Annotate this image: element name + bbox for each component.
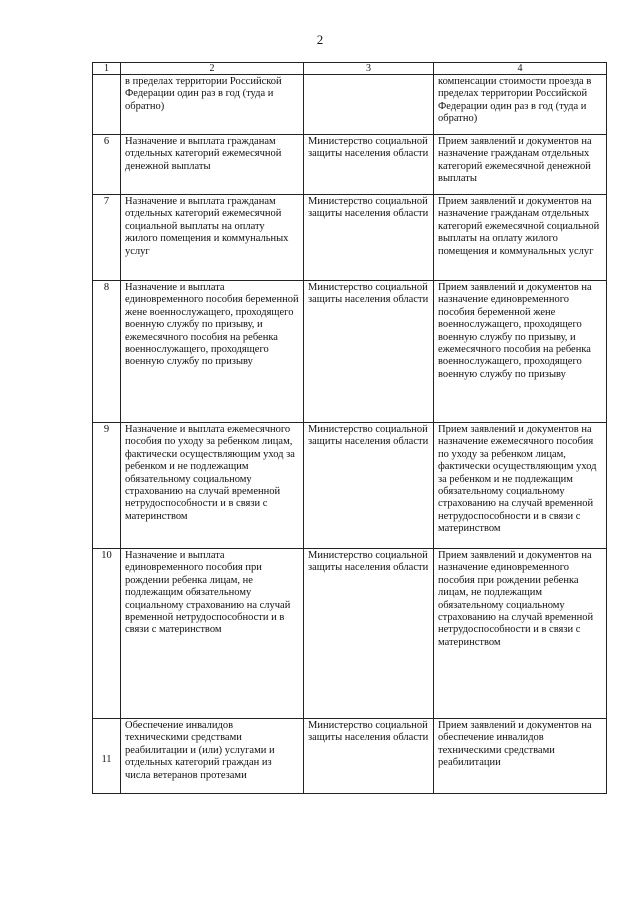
agency-name: Министерство социальной защиты населения области [304,423,434,549]
table-row [93,281,607,423]
header-col-4: 4 [434,63,607,75]
function-text: Прием заявлений и документов на обеспечение инвалидов техническими средствами реабилитации [434,719,607,794]
row-number [93,75,121,135]
table-row [93,719,607,794]
service-name: Назначение и выплата единовременного пособия при рождении ребенка лицам, не подлежащим обязательному социальному страхованию на случай временной нетрудоспособности и в связи с материнством [121,549,304,719]
header-col-3: 3 [304,63,434,75]
table-row [93,549,607,719]
function-text: Прием заявлений и документов на назначение единовременного пособия беременной жене военнослужащего, проходящего военную службу по призыву, и ежемесячного пособия на ребенка военнослужащего, проходящего военную службу по призыву [434,281,607,423]
service-name: в пределах территории Российской Федерации один раз в год (туда и обратно) [121,75,304,135]
service-name: Назначение и выплата гражданам отдельных категорий ежемесячной денежной выплаты [121,135,304,195]
header-col-2: 2 [121,63,304,75]
function-text: Прием заявлений и документов на назначение гражданам отдельных категорий ежемесячной денежной выплаты [434,135,607,195]
service-name: Назначение и выплата ежемесячного пособия по уходу за ребенком лицам, фактически осуществляющим уход за ребенком и не подлежащим обязательному социальному страхованию на случай временной нетрудоспособности и в связи с материнством [121,423,304,549]
agency-name: Министерство социальной защиты населения области [304,549,434,719]
agency-name: Министерство социальной защиты населения области [304,719,434,794]
table-row [93,423,607,549]
function-text: Прием заявлений и документов на назначение единовременного пособия при рождении ребенка лицам, не подлежащим обязательному социальному страхованию на случай временной нетрудоспособности и в связи с материнством [434,549,607,719]
row-number: 9 [93,423,121,549]
service-name: Назначение и выплата гражданам отдельных категорий ежемесячной социальной выплаты на оплату жилого помещения и коммунальных услуг [121,195,304,281]
row-number: 8 [93,281,121,423]
row-number: 11 [93,719,121,794]
header-col-1: 1 [93,63,121,75]
function-text: Прием заявлений и документов на назначение ежемесячного пособия по уходу за ребенком лицам, фактически осуществляющим уход за ребенком и не подлежащим обязательному социальному страхованию на случай временной нетрудоспособности и в связи с материнством [434,423,607,549]
table-row [93,195,607,281]
table-header-row [93,63,607,75]
service-name: Назначение и выплата единовременного пособия беременной жене военнослужащего, проходящего военную службу по призыву, и ежемесячного пособия на ребенка военнослужащего, проходящего военную службу по призыву [121,281,304,423]
agency-name: Министерство социальной защиты населения области [304,195,434,281]
row-number: 10 [93,549,121,719]
function-text: компенсации стоимости проезда в пределах территории Российской Федерации один раз в год (туда и обратно) [434,75,607,135]
agency-name [304,75,434,135]
table-row [93,135,607,195]
row-number: 7 [93,195,121,281]
page-number: 2 [316,32,324,47]
function-text: Прием заявлений и документов на назначение гражданам отдельных категорий ежемесячной социальной выплаты на оплату жилого помещения и коммунальных услуг [434,195,607,281]
row-number: 6 [93,135,121,195]
service-name: Обеспечение инвалидов техническими средствами реабилитации и (или) услугами и отдельных категорий граждан из числа ветеранов протезами [121,719,304,794]
agency-name: Министерство социальной защиты населения области [304,281,434,423]
table-row [93,75,607,135]
agency-name: Министерство социальной защиты населения области [304,135,434,195]
services-table [92,62,607,794]
